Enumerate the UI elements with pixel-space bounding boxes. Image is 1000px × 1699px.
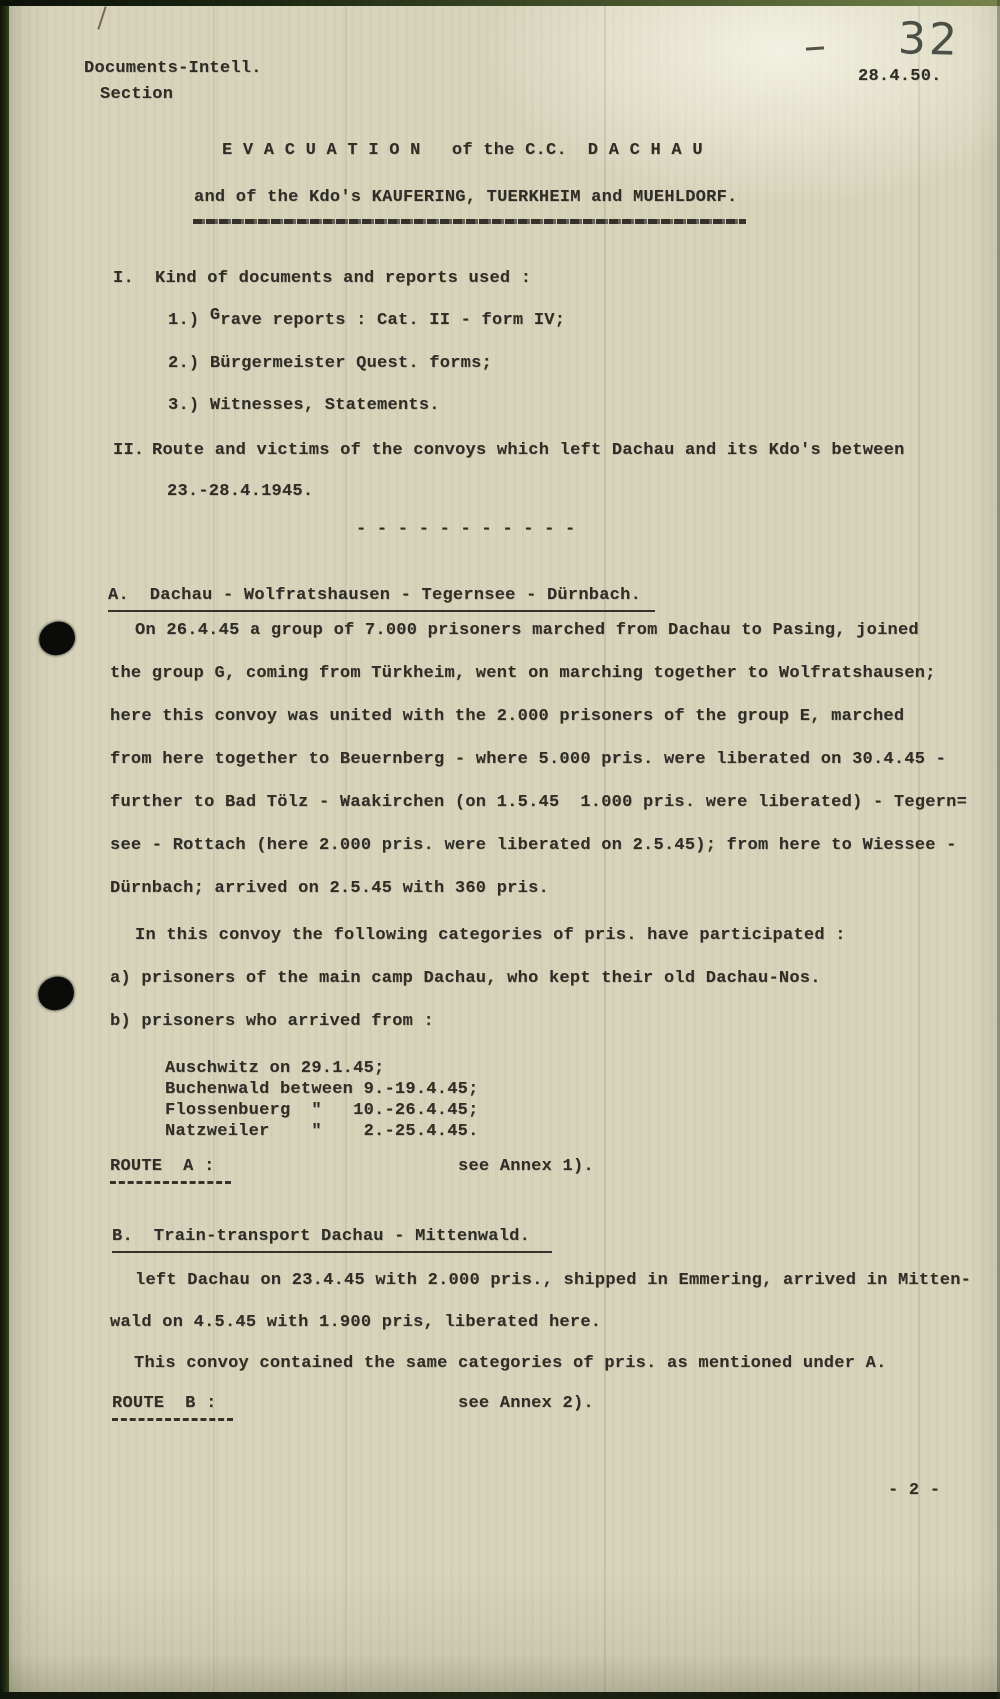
item-text: rave reports : Cat. II - form IV; [220, 311, 566, 330]
hole-punch [36, 618, 79, 659]
item-text: Witnesses, Statements. [209, 396, 440, 415]
category-a: a) prisoners of the main camp Dachau, who kept their old Dachau-Nos. [110, 969, 821, 988]
paragraph-a-line: further to Bad Tölz - Waakirchen (on 1.5.45 1.000 pris. were liberated) - Tegern= [110, 793, 968, 812]
paragraph-a-line: here this convoy was united with the 2.000 prisoners of the group E, marched [110, 707, 905, 726]
paragraph-b-line: left Dachau on 23.4.45 with 2.000 pris., shipped in Emmering, arrived in Mitten- [135, 1271, 972, 1290]
section-b-heading: B. Train-transport Dachau - Mittenwald. [112, 1226, 552, 1253]
paragraph-a-line: the group G, coming from Türkheim, went on marching together to Wolfratshausen; [110, 664, 936, 683]
handwritten-page-number: 32 [897, 13, 961, 66]
route-b-label: ROUTE B : [112, 1393, 233, 1421]
paragraph-a-line: On 26.4.45 a group of 7.000 prisoners marched from Dachau to Pasing, joined [135, 621, 919, 640]
list-item-2 [168, 353, 492, 375]
scan-edge-bottom [0, 1692, 1000, 1699]
section-a-heading: A. Dachau - Wolfratshausen - Tegernsee - Dürnbach. [108, 585, 655, 612]
scan-edge-top [0, 0, 1000, 6]
paragraph-b-line: This convoy contained the same categories of pris. as mentioned under A. [134, 1354, 887, 1373]
title-underline [193, 219, 746, 224]
footer-page-number: - 2 - [888, 1481, 941, 1500]
camp-list-item: Flossenbuerg " 10.-26.4.45; [165, 1101, 479, 1120]
section-ii-label: II. [113, 441, 145, 460]
document-title-line1: E V A C U A T I O N of the C.C. D A C H A U [222, 141, 703, 160]
section-ii-heading2: 23.-28.4.1945. [167, 482, 314, 501]
camp-list-item: Buchenwald between 9.-19.4.45; [165, 1080, 479, 1099]
list-item-3 [168, 395, 440, 417]
camp-list-item: Natzweiler " 2.-25.4.45. [165, 1122, 479, 1141]
org-line-1: Documents-Intell. [84, 59, 262, 78]
document-title-line2: and of the Kdo's KAUFERING, TUERKHEIM and MUEHLDORF. [194, 188, 738, 207]
category-b: b) prisoners who arrived from : [110, 1012, 435, 1031]
item-number: 3.) [168, 396, 200, 415]
paragraph-a-line: see - Rottach (here 2.000 pris. were liberated on 2.5.45); from here to Wiessee - [110, 836, 957, 855]
section-i-label: I. [113, 269, 134, 288]
camp-list-item: Auschwitz on 29.1.45; [165, 1059, 385, 1078]
section-ii-heading: Route and victims of the convoys which left Dachau and its Kdo's between [152, 441, 905, 460]
categories-intro: In this convoy the following categories of pris. have participated : [135, 926, 846, 945]
paragraph-a-line: from here together to Beuernberg - where 5.000 pris. were liberated on 30.4.45 - [110, 750, 947, 769]
list-item-1 [168, 306, 566, 332]
item-number: 2.) [168, 354, 200, 373]
org-line-2: Section [100, 85, 174, 104]
item-text: Bürgermeister Quest. forms; [209, 354, 493, 373]
date-stamp: 28.4.50. [858, 67, 942, 86]
route-a-label: ROUTE A : [110, 1156, 231, 1184]
pen-dash-mark [806, 46, 824, 50]
paragraph-a-line: Dürnbach; arrived on 2.5.45 with 360 pris. [110, 879, 549, 898]
section-i-heading: Kind of documents and reports used : [155, 269, 532, 288]
route-b-annex-ref: see Annex 2). [458, 1394, 594, 1413]
paragraph-b-line: wald on 4.5.45 with 1.900 pris, liberated here. [110, 1313, 602, 1332]
pen-stroke-mark [97, 6, 106, 29]
hole-punch [35, 973, 78, 1014]
item-superscript: G [209, 306, 221, 325]
item-number: 1.) [168, 311, 200, 330]
separator-dashes: - - - - - - - - - - - [356, 520, 576, 539]
route-a-annex-ref: see Annex 1). [458, 1157, 594, 1176]
scan-edge-left [0, 0, 9, 1699]
